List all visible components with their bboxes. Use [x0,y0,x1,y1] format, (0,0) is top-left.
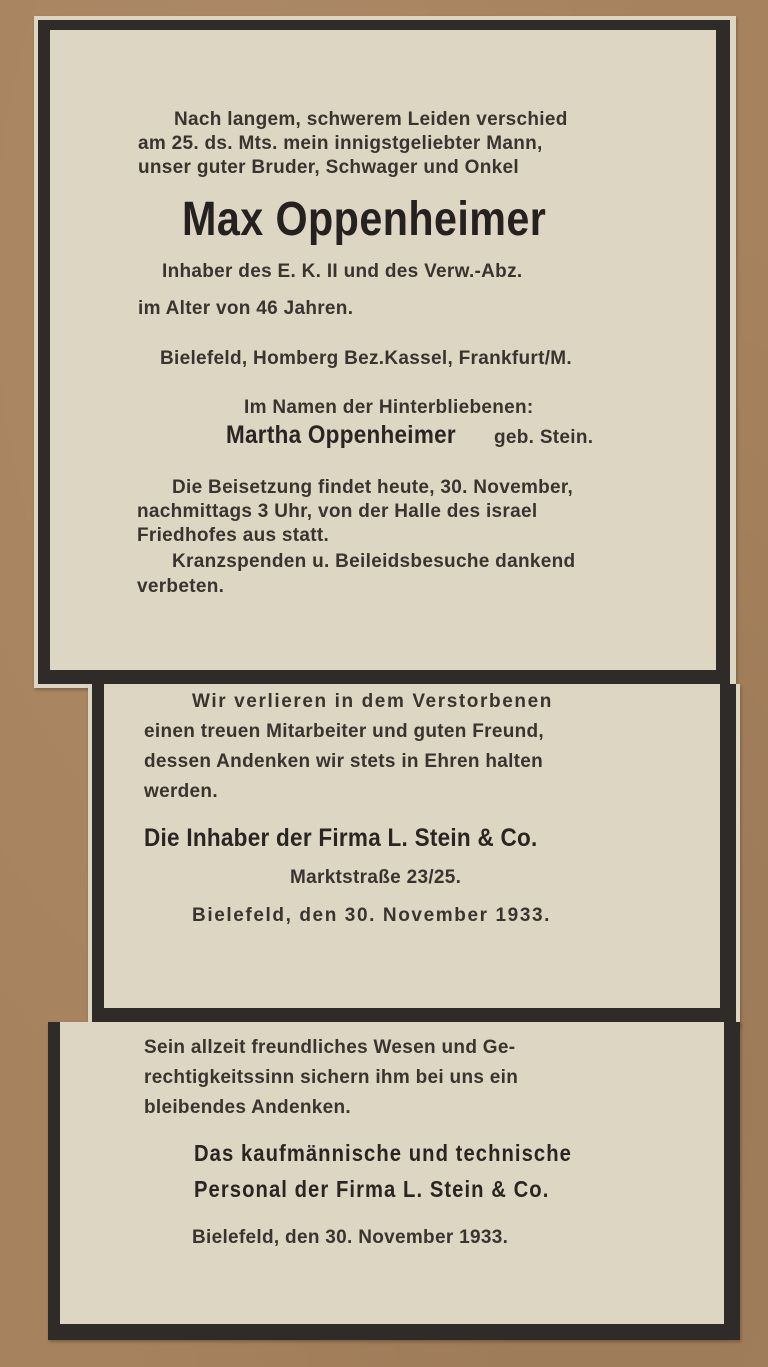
body-line: bleibendes Andenken. [144,1097,351,1118]
body-line: dessen Andenken wir stets in Ehren halten [144,751,544,772]
widow-name: Martha Oppenheimer [226,421,456,449]
deceased-name: Max Oppenheimer [182,193,547,246]
obituary-clipping-company [88,684,740,1026]
widow-note: geb. Stein. [494,427,594,448]
request-line: verbeten. [137,576,225,597]
places-line: Bielefeld, Homberg Bez.Kassel, Frankfurt/M. [160,348,572,369]
funeral-line: Friedhofes aus statt. [137,525,330,546]
body-line: rechtigkeitssinn sichern ihm bei uns ein [144,1067,519,1088]
obituary-clipping-staff [48,1022,740,1340]
honors-line: Inhaber des E. K. II und des Verw.-Abz. [162,261,523,282]
funeral-line: nachmittags 3 Uhr, von der Halle des israel [137,501,538,522]
body-line: werden. [144,781,218,802]
age-line: im Alter von 46 Jahren. [138,298,354,319]
staff-signature: Personal der Firma L. Stein & Co. [194,1176,550,1202]
obituary-clipping-main [34,16,736,688]
intro-line: am 25. ds. Mts. mein innigstgeliebter Mann, [138,133,543,154]
body-line: Wir verlieren in dem Verstorbenen [192,691,553,712]
intro-line: Nach langem, schwerem Leiden verschied [174,109,568,130]
request-line: Kranzspenden u. Beileidsbesuche dankend [172,551,576,572]
company-signature: Die Inhaber der Firma L. Stein & Co. [144,824,538,852]
on-behalf-line: Im Namen der Hinterbliebenen: [244,397,534,418]
dateline: Bielefeld, den 30. November 1933. [192,1227,509,1248]
staff-signature: Das kaufmännische und technische [194,1140,572,1166]
funeral-line: Die Beisetzung findet heute, 30. November, [172,477,574,498]
body-line: Sein allzeit freundliches Wesen und Ge- [144,1037,516,1058]
body-line: einen treuen Mitarbeiter und guten Freund, [144,721,545,742]
dateline: Bielefeld, den 30. November 1933. [192,905,552,926]
company-address: Marktstraße 23/25. [290,867,462,888]
intro-line: unser guter Bruder, Schwager und Onkel [138,157,519,178]
